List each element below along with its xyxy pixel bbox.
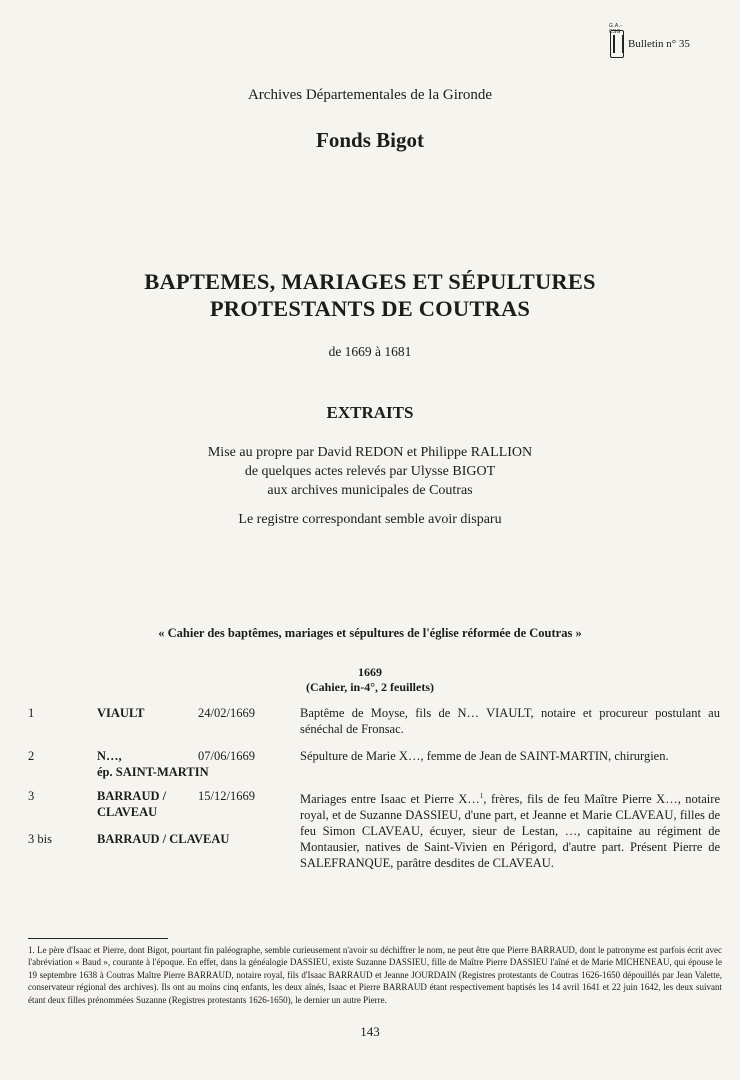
- table-row: [0, 705, 740, 739]
- cahier-title: « Cahier des baptêmes, mariages et sépultures de l'église réformée de Coutras »: [158, 626, 582, 640]
- entry-description: Baptême de Moyse, fils de N… VIAULT, notaire et procureur postulant au sénéchal de Fronsac.: [300, 706, 720, 736]
- entry-name: BARRAUD / CLAVEAU: [97, 832, 230, 846]
- credits-line: aux archives municipales de Coutras: [267, 483, 473, 498]
- main-title-line-2: PROTESTANTS DE COUTRAS: [209, 296, 531, 321]
- year-value: 1669: [358, 665, 382, 679]
- entry-description-start: Mariages entre Isaac et Pierre X…: [300, 792, 480, 807]
- archives-heading: Archives Départementales de la Gironde: [247, 87, 493, 103]
- table-row: [0, 748, 740, 782]
- entry-number: 2: [28, 749, 35, 763]
- table-row: [0, 831, 290, 849]
- main-title: [0, 268, 740, 322]
- entry-name: VIAULT: [97, 706, 145, 720]
- entry-name-line-2: ép. SAINT-MARTIN: [97, 765, 209, 779]
- date-range: de 1669 à 1681: [328, 344, 412, 359]
- bulletin-number: Bulletin n° 35: [628, 38, 690, 50]
- credits-line: de quelques actes relevés par Ulysse BIGOT: [244, 464, 496, 479]
- fonds-title: Fonds Bigot: [316, 128, 424, 152]
- entry-name: [97, 748, 209, 780]
- entry-description-rest: , frères, fils de feu Maître Pierre X…, notaire royal, et de Suzanne DASSIEU, d'une part, et Jeanne et Marie CLAVEAU, filles de feu Simon CLAVEAU, écuyer, sieur de Lestan, …, capitaine au régiment de Montausier, natives de Saint-Vivien en Périgord, d'autre part. Présent Pierre de SALEFRANQUE, parâtre desdites de CLAVEAU.: [300, 792, 720, 871]
- credits-block: [0, 443, 740, 500]
- entry-date: 15/12/1669: [198, 789, 255, 803]
- entry-number: 1: [28, 706, 35, 720]
- entry-name-line-2: CLAVEAU: [97, 805, 158, 819]
- main-title-line-1: BAPTEMES, MARIAGES ET SÉPULTURES: [144, 269, 596, 294]
- entry-description: Sépulture de Marie X…, femme de Jean de SAINT-MARTIN, chirurgien.: [300, 749, 669, 763]
- entry-name: [97, 788, 166, 820]
- entry-date: 24/02/1669: [198, 706, 255, 720]
- logo-small-text: G.A.-CSG: [609, 23, 623, 35]
- page-number: 143: [360, 1024, 380, 1039]
- society-logo-icon: [609, 23, 624, 58]
- entry-name-line-1: N…,: [97, 749, 122, 763]
- footnote-marker: 1: [479, 792, 484, 800]
- year-heading: [0, 665, 740, 695]
- registre-note: Le registre correspondant semble avoir disparu: [238, 512, 502, 527]
- credits-line: Mise au propre par David REDON et Philippe RALLION: [207, 445, 533, 460]
- year-detail: (Cahier, in-4°, 2 feuillets): [305, 680, 434, 694]
- entry-description: [300, 788, 720, 871]
- entry-number: 3: [28, 789, 35, 803]
- entry-date: 07/06/1669: [198, 749, 255, 763]
- footnote: 1. Le père d'Isaac et Pierre, dont Bigot, pourtant fin paléographe, semble curieusement n'avoir su déchiffrer le nom, ne peut être que Pierre BARRAUD, dont le patronyme est parfois écrit avec l'abréviation « Baud », courante à l'époque. En effet, dans la généalogie DASSIEU, existe Suzanne DASSIEU, fille de Maître Pierre DASSIEU l'aîné et de Marie MICHENEAU, qui épouse le 19 septembre 1638 à Coutras Maître Pierre BARRAUD, notaire royal, fils d'Isaac BARRAUD et Jeanne JOURDAIN (Registres protestants de Coutras 1626-1650 dépouillés par Jean Valette, conservateur régional des archives). Ils ont au moins cinq enfants, les deux aînés, Isaac et Pierre BARRAUD étant respectivement baptisés les 14 avril 1641 et 22 juin 1642, les deux suivant étant deux filles prénommées Suzanne (Registres protestants 1626-1650), le dernier un autre Pierre.: [28, 945, 722, 1005]
- entry-number: 3 bis: [28, 832, 52, 846]
- bulletin-badge: [609, 23, 690, 58]
- entry-name-line-1: BARRAUD /: [97, 789, 167, 803]
- footnote-divider: [28, 938, 168, 939]
- extraits-heading: EXTRAITS: [326, 403, 414, 422]
